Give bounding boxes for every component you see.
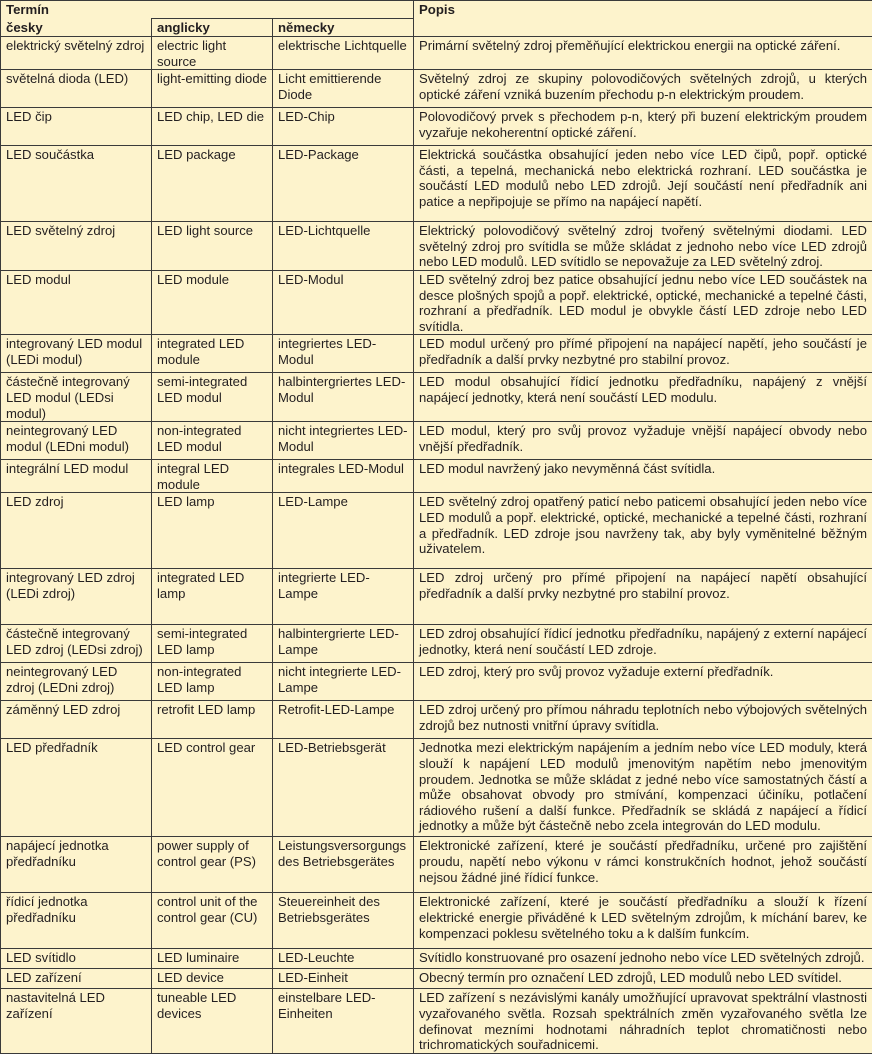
term-description: LED modul, který pro svůj provoz vyžaduje vnější napájecí obvody nebo vnější předřadník.	[414, 422, 872, 460]
term-czech: LED modul	[1, 270, 152, 334]
table-row	[1, 270, 872, 334]
term-czech: částečně integrovaný LED modul (LEDsi modul)	[1, 373, 152, 422]
term-description: LED modul určený pro přímé připojení na napájecí napětí, jeho součástí je předřadník a další prvky nezbytné pro stabilní provoz.	[414, 335, 872, 373]
term-german: einstelbare LED-Einheiten	[273, 989, 414, 1053]
term-german: elektrische Lichtquelle	[273, 37, 414, 70]
term-english: LED control gear	[152, 739, 273, 837]
term-german: halbintergriertes LED-Modul	[273, 373, 414, 422]
term-german: integriertes LED-Modul	[273, 335, 414, 373]
term-description: LED zdroj obsahující řídicí jednotku předřadníku, napájený z externí napájecí jednotky, která není součástí LED zdroje.	[414, 625, 872, 663]
term-description: LED zařízení s nezávislými kanály umožňující upravovat spektrální vlastnosti vyzařovaného světla. Rozsah spektrálních změn vyzařovaného světla lze definovat mezními hodnotami náhradních teplot chromatičnosti nebo trichromatických souřadnicemi.	[414, 989, 872, 1053]
table-row	[1, 569, 872, 625]
term-description: Primární světelný zdroj přeměňující elektrickou energii na optické záření.	[414, 37, 872, 70]
term-german: Leistungsversorgungs des Betriebsgerätes	[273, 837, 414, 893]
table-row	[1, 373, 872, 422]
table-row	[1, 969, 872, 989]
term-english: integral LED module	[152, 460, 273, 493]
term-english: LED package	[152, 146, 273, 222]
table-row	[1, 989, 872, 1053]
term-description: Polovodičový prvek s přechodem p-n, který při buzení elektrickým proudem vyzařuje nekoherentní optické záření.	[414, 108, 872, 146]
term-english: power supply of control gear (PS)	[152, 837, 273, 893]
term-description: LED světelný zdroj opatřený paticí nebo paticemi obsahující jeden nebo více LED modulů a popř. elektrické, optické, mechanické a tepelné části, rozhraní a předřadník. LED zdroje jsou navrženy tak, aby byly vyměnitelné běžným uživatelem.	[414, 493, 872, 569]
term-english: control unit of the control gear (CU)	[152, 893, 273, 949]
table-row	[1, 335, 872, 373]
term-czech: LED svítidlo	[1, 949, 152, 969]
term-english: integrated LED module	[152, 335, 273, 373]
term-english: LED lamp	[152, 493, 273, 569]
table-row	[1, 422, 872, 460]
term-czech: neintegrovaný LED modul (LEDni modul)	[1, 422, 152, 460]
term-german: LED-Package	[273, 146, 414, 222]
term-description: Elektrická součástka obsahující jeden nebo více LED čipů, popř. optické části, a tepelná, mechanická nebo elektrická rozhraní. LED součástka je součástí LED modulů nebo LED zdrojů. Její součástí není předřadník ani patice a nepřipojuje se přímo na napájecí napětí.	[414, 146, 872, 222]
term-english: light-emitting diode	[152, 70, 273, 108]
term-description: Elektrický polovodičový světelný zdroj tvořený světelnými diodami. LED světelný zdroj pro svítidla se může skládat z jednoho nebo více LED zdrojů nebo LED modulů. LED svítidlo se nepovažuje za LED světelný zdroj.	[414, 222, 872, 271]
term-czech: integrální LED modul	[1, 460, 152, 493]
term-english: LED light source	[152, 222, 273, 271]
term-czech: elektrický světelný zdroj	[1, 37, 152, 70]
term-czech: částečně integrovaný LED zdroj (LEDsi zdroj)	[1, 625, 152, 663]
table-row	[1, 70, 872, 108]
term-czech: integrovaný LED modul (LEDi modul)	[1, 335, 152, 373]
term-czech: záměnný LED zdroj	[1, 701, 152, 739]
table-row	[1, 701, 872, 739]
term-german: integrierte LED-Lampe	[273, 569, 414, 625]
term-czech: neintegrovaný LED zdroj (LEDni zdroj)	[1, 663, 152, 701]
term-german: nicht integrierte LED-Lampe	[273, 663, 414, 701]
term-english: LED chip, LED die	[152, 108, 273, 146]
term-english: non-integrated LED lamp	[152, 663, 273, 701]
term-german: LED-Leuchte	[273, 949, 414, 969]
table-row	[1, 37, 872, 70]
term-czech: LED zařízení	[1, 969, 152, 989]
term-english: tuneable LED devices	[152, 989, 273, 1053]
table-row	[1, 146, 872, 222]
table-row	[1, 949, 872, 969]
term-czech: LED čip	[1, 108, 152, 146]
table-row	[1, 493, 872, 569]
term-english: LED device	[152, 969, 273, 989]
table-row	[1, 108, 872, 146]
header-term: Termín	[1, 1, 414, 19]
term-english: retrofit LED lamp	[152, 701, 273, 739]
term-german: LED-Lampe	[273, 493, 414, 569]
term-czech: integrovaný LED zdroj (LEDi zdroj)	[1, 569, 152, 625]
term-description: LED modul obsahující řídicí jednotku předřadníku, napájený z vnější napájecí jednotky, která není součástí LED modulu.	[414, 373, 872, 422]
term-czech: LED světelný zdroj	[1, 222, 152, 271]
table-row	[1, 837, 872, 893]
term-description: LED světelný zdroj bez patice obsahující jednu nebo více LED součástek na desce plošných spojů a popř. elektrické, optické, mechanické a tepelné části, rozhraní a předřadník. LED modul je obvykle částí LED zdroje nebo LED svítidla.	[414, 270, 872, 334]
term-description: LED zdroj, který pro svůj provoz vyžaduje externí předřadník.	[414, 663, 872, 701]
term-german: Retrofit-LED-Lampe	[273, 701, 414, 739]
term-czech: LED zdroj	[1, 493, 152, 569]
term-czech: napájecí jednotka předřadníku	[1, 837, 152, 893]
term-english: LED module	[152, 270, 273, 334]
term-czech: řídicí jednotka předřadníku	[1, 893, 152, 949]
term-german: nicht integriertes LED-Modul	[273, 422, 414, 460]
term-description: LED modul navržený jako nevyměnná část svítidla.	[414, 460, 872, 493]
table-row	[1, 893, 872, 949]
term-german: Licht emittierende Diode	[273, 70, 414, 108]
term-english: semi-integrated LED modul	[152, 373, 273, 422]
header-czech: česky	[1, 19, 152, 37]
term-czech: nastavitelná LED zařízení	[1, 989, 152, 1053]
term-czech: LED součástka	[1, 146, 152, 222]
term-description: Jednotka mezi elektrickým napájením a jedním nebo více LED moduly, která slouží k napájení LED modulů jmenovitým napětím nebo jmenovitým proudem. Jednotka se může skládat z jedné nebo více samostatných částí a může obsahovat obvody pro stmívání, kompenzaci účiníku, potlačení rádiového rušení a další funkce. Předřadník se skládá z napájecí a řídicí jednotky a může být částečně nebo zcela integrován do LED modulu.	[414, 739, 872, 837]
term-description: Obecný termín pro označení LED zdrojů, LED modulů nebo LED svítidel.	[414, 969, 872, 989]
term-german: Steuereinheit des Betriebsgerätes	[273, 893, 414, 949]
table-row	[1, 460, 872, 493]
table-row	[1, 625, 872, 663]
term-english: integrated LED lamp	[152, 569, 273, 625]
term-german: LED-Modul	[273, 270, 414, 334]
term-german: LED-Chip	[273, 108, 414, 146]
header-german: německy	[273, 19, 414, 37]
term-german: LED-Lichtquelle	[273, 222, 414, 271]
header-english: anglicky	[152, 19, 273, 37]
term-czech: světelná dioda (LED)	[1, 70, 152, 108]
term-description: LED zdroj určený pro přímé připojení na napájecí napětí obsahující předřadník a další prvky nezbytné pro stabilní provoz.	[414, 569, 872, 625]
table-row	[1, 222, 872, 271]
term-german: LED-Einheit	[273, 969, 414, 989]
header-row-term	[1, 1, 872, 19]
term-english: non-integrated LED modul	[152, 422, 273, 460]
table-row	[1, 739, 872, 837]
header-description: Popis	[414, 1, 872, 37]
term-description: Elektronické zařízení, které je součástí předřadníku a slouží k řízení elektrické energie přiváděné k LED světelným zdrojům, k míchání barev, ke kompenzaci poklesu světelného toku a k dalším funkcím.	[414, 893, 872, 949]
table-row	[1, 663, 872, 701]
term-description: Světelný zdroj ze skupiny polovodičových světelných zdrojů, u kterých optické záření vzniká buzením přechodu p-n elektrickým proudem.	[414, 70, 872, 108]
table-body	[1, 37, 872, 1054]
term-english: electric light source	[152, 37, 273, 70]
term-description: LED zdroj určený pro přímou náhradu teplotních nebo výbojových světelných zdrojů bez nutnosti vnitřní úpravy svítidla.	[414, 701, 872, 739]
term-english: LED luminaire	[152, 949, 273, 969]
term-description: Elektronické zařízení, které je součástí předřadníku, určené pro zajištění proudu, napětí nebo výkonu v rámci konstrukčních hodnot, jehož součástí nejsou žádné jiné řídicí funkce.	[414, 837, 872, 893]
term-german: LED-Betriebsgerät	[273, 739, 414, 837]
term-description: Svítidlo konstruované pro osazení jednoho nebo více LED světelných zdrojů.	[414, 949, 872, 969]
term-german: integrales LED-Modul	[273, 460, 414, 493]
term-german: halbintergrierte LED-Lampe	[273, 625, 414, 663]
term-english: semi-integrated LED lamp	[152, 625, 273, 663]
term-czech: LED předřadník	[1, 739, 152, 837]
